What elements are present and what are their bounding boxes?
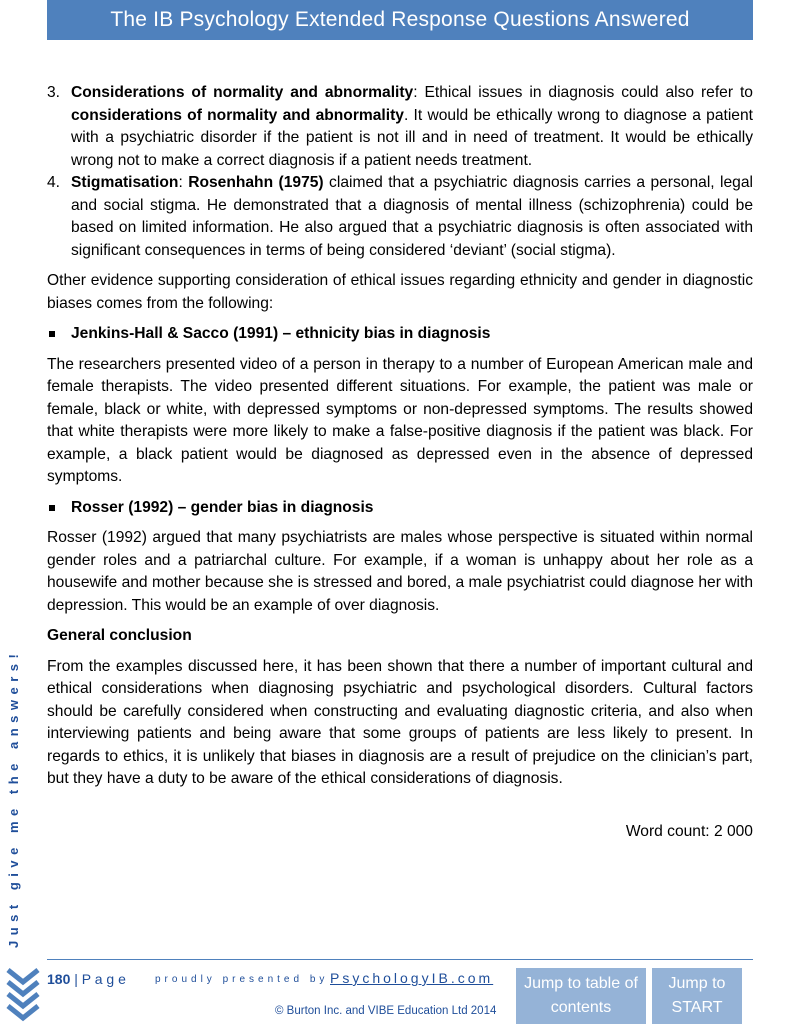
- list-item-term: considerations of normality and abnormality: [71, 106, 404, 124]
- footer-divider: [47, 959, 753, 960]
- page-label: P a g e: [81, 971, 126, 987]
- section-heading-text: Rosser (1992) – gender bias in diagnosis: [71, 498, 374, 516]
- copyright-text: © Burton Inc. and VIBE Education Ltd 2014: [275, 1005, 497, 1017]
- jump-to-start-button[interactable]: [652, 968, 742, 1024]
- sidebar-tagline: Just give me the answers!: [6, 648, 21, 948]
- list-item: [47, 82, 753, 172]
- jump-to-contents-label: Jump to table of contents: [524, 975, 638, 1016]
- bullet-square-icon: [49, 331, 55, 337]
- header-title: The IB Psychology Extended Response Questions Answered: [110, 8, 690, 31]
- page-content: [47, 82, 753, 843]
- bullet-square-icon: [49, 505, 55, 511]
- page-header-banner: [47, 0, 753, 40]
- section-body-ethnicity: The researchers presented video of a person in therapy to a number of European American male and female therapists. The video presented different situations. For example, the patient was male or female, black or white, with depressed symptoms or non-depressed symptoms. The results showed that white therapists were more likely to make a false-positive diagnosis if the patient was black. For example, a black patient would be diagnosed as depressed even in the absence of depressed symptoms.: [47, 355, 753, 485]
- page-number-value: 180: [47, 971, 71, 987]
- list-item: [47, 172, 753, 262]
- section-heading-gender: [47, 497, 753, 520]
- list-item-text: :: [178, 174, 189, 191]
- site-link[interactable]: PsychologyIB.com: [330, 970, 494, 986]
- section-heading-text: Jenkins-Hall & Sacco (1991) – ethnicity bias in diagnosis: [71, 325, 491, 342]
- section-heading-ethnicity: [47, 323, 753, 346]
- list-item-citation: Rosenhahn (1975): [188, 174, 324, 191]
- list-item-text: . It would be ethically wrong to diagnose a patient with a psychiatric disorder if the patient is not ill and in need of treatment. It would be ethically wrong not to make a correct diagnosis if a patient needs treatment.: [71, 106, 753, 169]
- page-separator: |: [70, 971, 82, 987]
- page-number: [47, 971, 126, 987]
- section-body-gender: Rosser (1992) argued that many psychiatrists are males whose perspective is situated within normal gender roles and a patriarchal culture. For example, if a woman is unhappy about her role as a housewife and mother because she is stressed and bored, a male psychiatrist could diagnose her with depression. This would be an example of over diagnosis.: [47, 529, 753, 614]
- chevron-logo-icon: [6, 966, 40, 1024]
- list-item-number: 3.: [47, 84, 61, 101]
- conclusion-heading: General conclusion: [47, 627, 192, 644]
- list-item-number: 4.: [47, 174, 61, 191]
- jump-to-contents-button[interactable]: [516, 968, 646, 1024]
- presented-by-text: proudly presented by: [155, 974, 329, 985]
- word-count: Word count: 2 000: [625, 822, 753, 840]
- list-item-text: claimed that a psychiatric diagnosis carries a personal, legal and social stigma. He demonstrated that a diagnosis of mental illness (schizophrenia) could be based on limited information. He also argued that a psychiatric diagnosis is often associated with significant consequences in terms of being considered ‘deviant’ (social stigma).: [71, 174, 753, 259]
- conclusion-body: From the examples discussed here, it has been shown that there a number of important cultural and ethical considerations when diagnosing psychiatric and psychological disorders. Cultural factors should be carefully considered when constructing and evaluating diagnostic criteria, and also when interviewing patients and being aware that some groups of patients are less likely to present. In regards to ethics, it is unlikely that biases in diagnosis are a result of prejudice on the clinician’s part, but they have a duty to be aware of the ethical considerations of diagnosis.: [47, 657, 753, 787]
- list-item-term: Considerations of normality and abnormality: [71, 84, 414, 101]
- intro-paragraph: Other evidence supporting consideration of ethical issues regarding ethnicity and gender in diagnostic biases comes from the following:: [47, 272, 753, 312]
- jump-to-start-label: Jump to START: [668, 975, 726, 1016]
- list-item-term: Stigmatisation: [71, 174, 179, 191]
- numbered-list: [47, 82, 753, 262]
- list-item-text: : Ethical issues in diagnosis could also refer to: [413, 84, 753, 101]
